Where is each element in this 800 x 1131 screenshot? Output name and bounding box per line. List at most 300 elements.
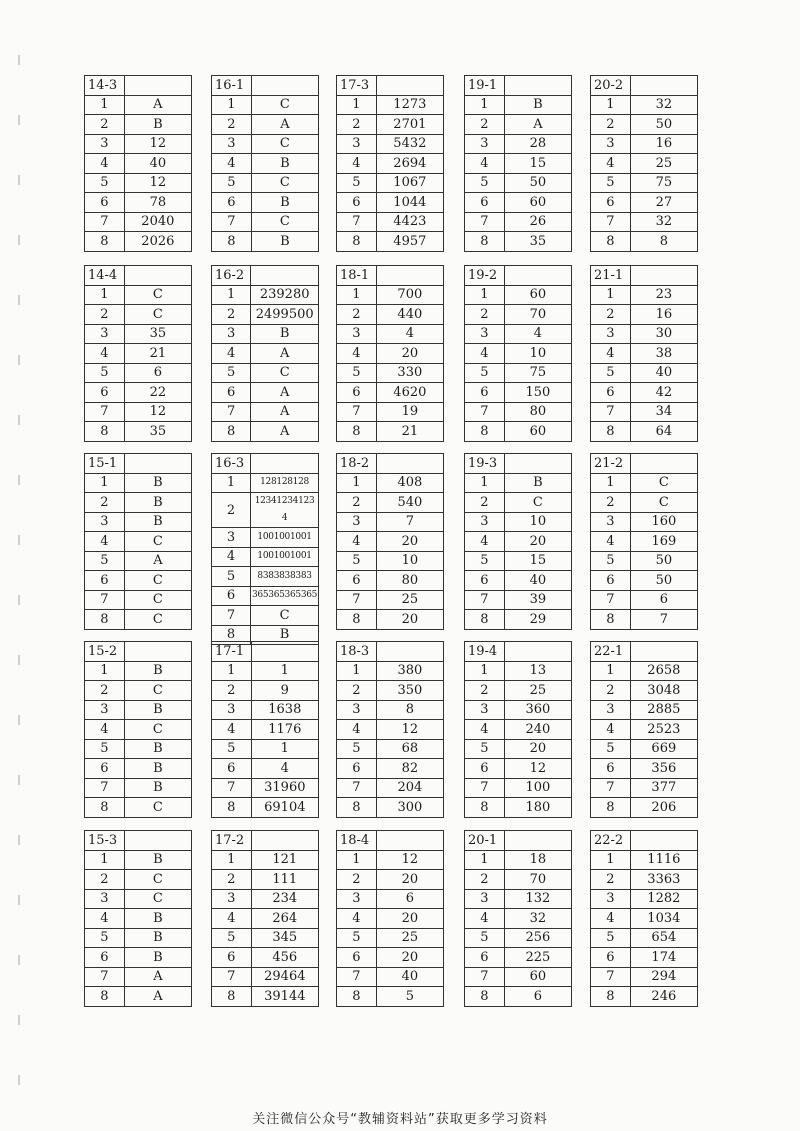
- table-row: [591, 473, 698, 493]
- table-row: [337, 344, 444, 364]
- answer-value: C: [124, 798, 191, 818]
- table-row: [337, 512, 444, 532]
- answer-value: 1116: [630, 850, 697, 870]
- question-number: 2: [337, 870, 377, 890]
- table-row: [465, 850, 572, 870]
- table-row: [212, 473, 319, 493]
- question-number: 6: [465, 383, 505, 403]
- answer-value: 350: [376, 681, 443, 701]
- question-number: 7: [465, 212, 505, 232]
- table-row: [85, 344, 192, 364]
- table-title: 16-3: [212, 454, 251, 474]
- table-row: [337, 870, 444, 890]
- margin-mark: [18, 235, 20, 245]
- margin-mark: [18, 835, 20, 845]
- table-row: [337, 532, 444, 552]
- table-row: [591, 532, 698, 552]
- answer-value: 12341234123 4: [251, 493, 319, 528]
- question-number: 3: [212, 134, 252, 154]
- question-number: 7: [85, 590, 125, 610]
- table-row: [465, 232, 572, 252]
- question-number: 4: [85, 344, 125, 364]
- table-row: [591, 850, 698, 870]
- table-title: 17-2: [212, 831, 252, 851]
- table-row: [212, 493, 319, 528]
- question-number: 1: [212, 661, 252, 681]
- table-row: [337, 212, 444, 232]
- margin-mark: [18, 775, 20, 785]
- question-number: 4: [337, 344, 377, 364]
- table-header-row: [591, 76, 698, 96]
- table-title: 19-2: [465, 266, 505, 286]
- table-header-row: [85, 454, 192, 474]
- table-header-row: [85, 76, 192, 96]
- question-number: 5: [465, 739, 505, 759]
- answer-value: 1034: [630, 909, 697, 929]
- answer-value: C: [124, 305, 191, 325]
- question-number: 4: [337, 720, 377, 740]
- table-row: [591, 212, 698, 232]
- question-number: 4: [212, 547, 251, 567]
- question-number: 6: [85, 383, 125, 403]
- answer-value: 32: [630, 212, 697, 232]
- answer-value: 12: [124, 173, 191, 193]
- question-number: 5: [85, 173, 125, 193]
- answer-value: 15: [504, 551, 571, 571]
- question-number: 8: [212, 625, 251, 645]
- question-number: 6: [85, 759, 125, 779]
- table-row: [465, 987, 572, 1007]
- margin-mark: [18, 1075, 20, 1085]
- answer-value: 6: [630, 590, 697, 610]
- answer-value: 23: [630, 285, 697, 305]
- table-row: [465, 344, 572, 364]
- table-title: 22-2: [591, 831, 631, 851]
- margin-mark: [18, 595, 20, 605]
- question-number: 6: [212, 586, 251, 606]
- answer-value: 16: [630, 305, 697, 325]
- answer-value: B: [124, 473, 191, 493]
- question-number: 8: [85, 987, 125, 1007]
- table-row: [465, 324, 572, 344]
- question-number: 1: [337, 95, 377, 115]
- table-row: [337, 134, 444, 154]
- question-number: 8: [337, 798, 377, 818]
- question-number: 5: [212, 567, 251, 587]
- answer-value: 225: [504, 948, 571, 968]
- answer-value: 20: [504, 739, 571, 759]
- answer-value: B: [251, 232, 318, 252]
- table-row: [465, 383, 572, 403]
- table-row: [212, 95, 319, 115]
- answer-table-15-2: [84, 641, 192, 818]
- table-row: [212, 606, 319, 626]
- answer-value: 40: [630, 363, 697, 383]
- question-number: 6: [465, 948, 505, 968]
- question-number: 4: [85, 532, 125, 552]
- question-number: 2: [337, 115, 377, 135]
- question-number: 8: [591, 798, 631, 818]
- table-title-blank: [630, 76, 697, 96]
- answer-value: 540: [376, 493, 443, 513]
- question-number: 7: [591, 402, 631, 422]
- answer-value: A: [124, 551, 191, 571]
- question-number: 3: [465, 324, 505, 344]
- answer-value: 60: [504, 193, 571, 213]
- table-header-row: [465, 454, 572, 474]
- answer-value: C: [124, 610, 191, 630]
- margin-mark: [18, 295, 20, 305]
- answer-value: 69104: [251, 798, 318, 818]
- table-row: [591, 95, 698, 115]
- table-row: [465, 928, 572, 948]
- table-row: [337, 759, 444, 779]
- table-row: [591, 661, 698, 681]
- question-number: 1: [85, 850, 125, 870]
- question-number: 3: [465, 700, 505, 720]
- answer-value: 7: [376, 512, 443, 532]
- question-number: 3: [591, 512, 631, 532]
- question-number: 6: [337, 571, 377, 591]
- table-row: [465, 212, 572, 232]
- answer-table-18-1: [336, 265, 444, 442]
- table-header-row: [465, 642, 572, 662]
- answer-value: 12: [504, 759, 571, 779]
- table-row: [85, 512, 192, 532]
- table-title-blank: [124, 454, 191, 474]
- answer-value: 21: [376, 422, 443, 442]
- table-title: 17-1: [212, 642, 252, 662]
- question-number: 5: [337, 928, 377, 948]
- question-number: 3: [212, 700, 252, 720]
- question-number: 2: [337, 493, 377, 513]
- table-row: [85, 661, 192, 681]
- table-row: [212, 586, 319, 606]
- question-number: 7: [337, 212, 377, 232]
- table-title-blank: [251, 266, 319, 286]
- answer-value: B: [124, 115, 191, 135]
- answer-value: 2701: [376, 115, 443, 135]
- footer-note: 关注微信公众号“教辅资料站”获取更多学习资料: [252, 1112, 548, 1127]
- answer-value: 34: [630, 402, 697, 422]
- table-title: 18-3: [337, 642, 377, 662]
- table-row: [212, 987, 319, 1007]
- question-number: 1: [337, 850, 377, 870]
- question-number: 7: [465, 590, 505, 610]
- answer-value: 1282: [630, 889, 697, 909]
- answer-value: C: [124, 571, 191, 591]
- answer-value: 111: [251, 870, 318, 890]
- table-row: [465, 681, 572, 701]
- answer-value: 10: [504, 344, 571, 364]
- answer-value: B: [504, 95, 571, 115]
- table-row: [85, 798, 192, 818]
- answer-value: 6: [504, 987, 571, 1007]
- table-row: [465, 173, 572, 193]
- table-row: [85, 134, 192, 154]
- table-title-blank: [124, 266, 191, 286]
- question-number: 4: [465, 909, 505, 929]
- question-number: 8: [591, 422, 631, 442]
- question-number: 4: [591, 720, 631, 740]
- question-number: 8: [337, 422, 377, 442]
- table-row: [85, 909, 192, 929]
- answer-value: 8: [376, 700, 443, 720]
- answer-table-17-2: [211, 830, 319, 1007]
- table-row: [465, 134, 572, 154]
- table-row: [337, 473, 444, 493]
- margin-mark: [18, 355, 20, 365]
- table-row: [212, 700, 319, 720]
- answer-table-19-4: [464, 641, 572, 818]
- answer-value: 29: [504, 610, 571, 630]
- question-number: 7: [337, 590, 377, 610]
- question-number: 5: [85, 739, 125, 759]
- answer-value: 20: [376, 344, 443, 364]
- answer-value: B: [504, 473, 571, 493]
- question-number: 1: [85, 661, 125, 681]
- answer-value: 380: [376, 661, 443, 681]
- question-number: 3: [337, 889, 377, 909]
- table-row: [591, 512, 698, 532]
- question-number: 1: [465, 850, 505, 870]
- question-number: 5: [337, 173, 377, 193]
- table-row: [212, 889, 319, 909]
- answer-value: 669: [630, 739, 697, 759]
- answer-value: 16: [630, 134, 697, 154]
- question-number: 5: [465, 173, 505, 193]
- table-row: [591, 571, 698, 591]
- question-number: 1: [212, 850, 252, 870]
- margin-mark: [18, 895, 20, 905]
- table-row: [85, 700, 192, 720]
- answer-value: C: [124, 870, 191, 890]
- table-row: [337, 700, 444, 720]
- table-row: [591, 422, 698, 442]
- question-number: 7: [337, 967, 377, 987]
- margin-mark: [18, 55, 20, 65]
- question-number: 5: [591, 551, 631, 571]
- answer-value: B: [251, 154, 318, 174]
- answer-value: 1176: [251, 720, 318, 740]
- table-row: [337, 681, 444, 701]
- margin-mark: [18, 1015, 20, 1025]
- answer-value: 150: [504, 383, 571, 403]
- table-header-row: [591, 454, 698, 474]
- table-row: [337, 363, 444, 383]
- table-row: [85, 363, 192, 383]
- table-row: [85, 720, 192, 740]
- answer-value: 31960: [251, 778, 318, 798]
- table-row: [465, 305, 572, 325]
- question-number: 7: [465, 967, 505, 987]
- answer-value: 6: [124, 363, 191, 383]
- answer-value: 50: [630, 571, 697, 591]
- answer-value: 18: [504, 850, 571, 870]
- question-number: 4: [212, 909, 252, 929]
- question-number: 7: [212, 778, 252, 798]
- table-row: [591, 402, 698, 422]
- table-row: [591, 344, 698, 364]
- table-title-blank: [504, 76, 571, 96]
- question-number: 1: [85, 95, 125, 115]
- question-number: 6: [337, 383, 377, 403]
- table-row: [212, 567, 319, 587]
- table-header-row: [212, 454, 319, 474]
- table-row: [212, 681, 319, 701]
- answer-table-16-1: [211, 75, 319, 252]
- answer-value: 408: [376, 473, 443, 493]
- question-number: 3: [337, 700, 377, 720]
- answer-value: 15: [504, 154, 571, 174]
- answer-value: 360: [504, 700, 571, 720]
- answer-value: 3363: [630, 870, 697, 890]
- table-row: [212, 232, 319, 252]
- question-number: 2: [85, 305, 125, 325]
- table-title: 21-2: [591, 454, 631, 474]
- question-number: 1: [465, 473, 505, 493]
- table-row: [212, 661, 319, 681]
- question-number: 6: [212, 759, 252, 779]
- answer-value: 240: [504, 720, 571, 740]
- question-number: 7: [85, 967, 125, 987]
- question-number: 8: [337, 610, 377, 630]
- question-number: 3: [591, 324, 631, 344]
- answer-value: 128128128: [251, 473, 319, 493]
- table-row: [465, 870, 572, 890]
- answer-value: C: [124, 285, 191, 305]
- answer-value: 25: [376, 590, 443, 610]
- question-number: 3: [85, 324, 125, 344]
- question-number: 4: [337, 909, 377, 929]
- question-number: 2: [212, 115, 252, 135]
- table-row: [465, 402, 572, 422]
- answer-value: 654: [630, 928, 697, 948]
- question-number: 1: [337, 661, 377, 681]
- question-number: 1: [591, 850, 631, 870]
- question-number: 4: [465, 720, 505, 740]
- table-row: [337, 383, 444, 403]
- question-number: 2: [591, 115, 631, 135]
- table-row: [85, 493, 192, 513]
- table-row: [85, 532, 192, 552]
- question-number: 1: [212, 473, 251, 493]
- table-row: [212, 134, 319, 154]
- table-title-blank: [251, 831, 318, 851]
- question-number: 1: [591, 285, 631, 305]
- question-number: 5: [337, 551, 377, 571]
- question-number: 7: [337, 402, 377, 422]
- question-number: 2: [85, 493, 125, 513]
- answer-value: 132: [504, 889, 571, 909]
- table-row: [465, 115, 572, 135]
- question-number: 6: [212, 193, 252, 213]
- answer-value: A: [124, 95, 191, 115]
- table-row: [212, 759, 319, 779]
- answer-value: 19: [376, 402, 443, 422]
- answer-value: 4620: [376, 383, 443, 403]
- table-row: [212, 870, 319, 890]
- question-number: 2: [212, 305, 251, 325]
- answer-value: 50: [504, 173, 571, 193]
- table-row: [85, 324, 192, 344]
- table-row: [337, 173, 444, 193]
- question-number: 4: [85, 720, 125, 740]
- answer-value: 1044: [376, 193, 443, 213]
- table-title-blank: [504, 642, 571, 662]
- answer-value: 32: [504, 909, 571, 929]
- table-row: [591, 115, 698, 135]
- answer-value: 60: [504, 967, 571, 987]
- table-row: [85, 551, 192, 571]
- question-number: 2: [591, 681, 631, 701]
- answer-value: 20: [376, 909, 443, 929]
- table-row: [85, 778, 192, 798]
- table-title: 21-1: [591, 266, 631, 286]
- question-number: 1: [591, 661, 631, 681]
- question-number: 4: [212, 154, 252, 174]
- question-number: 7: [212, 212, 252, 232]
- answer-value: 256: [504, 928, 571, 948]
- answer-value: 12: [376, 720, 443, 740]
- answer-value: 26: [504, 212, 571, 232]
- question-number: 4: [212, 720, 252, 740]
- answer-value: B: [124, 759, 191, 779]
- answer-table-14-4: [84, 265, 192, 442]
- table-row: [465, 590, 572, 610]
- answer-value: 4: [376, 324, 443, 344]
- answer-value: 28: [504, 134, 571, 154]
- question-number: 2: [465, 870, 505, 890]
- answer-table-20-1: [464, 830, 572, 1007]
- question-number: 4: [337, 154, 377, 174]
- question-number: 3: [591, 700, 631, 720]
- table-header-row: [85, 831, 192, 851]
- table-header-row: [85, 266, 192, 286]
- answer-value: 75: [630, 173, 697, 193]
- question-number: 6: [591, 383, 631, 403]
- table-row: [337, 324, 444, 344]
- question-number: 7: [591, 590, 631, 610]
- table-row: [85, 95, 192, 115]
- question-number: 8: [337, 987, 377, 1007]
- answer-value: 21: [124, 344, 191, 364]
- question-number: 2: [591, 493, 631, 513]
- question-number: 8: [85, 610, 125, 630]
- table-row: [212, 798, 319, 818]
- question-number: 5: [465, 363, 505, 383]
- table-row: [85, 681, 192, 701]
- question-number: 8: [212, 422, 251, 442]
- question-number: 3: [85, 134, 125, 154]
- table-title-blank: [630, 831, 697, 851]
- question-number: 3: [337, 512, 377, 532]
- table-row: [591, 967, 698, 987]
- question-number: 1: [85, 473, 125, 493]
- answer-value: 2026: [124, 232, 191, 252]
- answer-value: A: [124, 987, 191, 1007]
- table-row: [85, 422, 192, 442]
- table-row: [337, 778, 444, 798]
- question-number: 7: [212, 967, 252, 987]
- table-row: [212, 173, 319, 193]
- question-number: 3: [212, 528, 251, 548]
- question-number: 8: [465, 610, 505, 630]
- table-row: [465, 422, 572, 442]
- question-number: 6: [591, 759, 631, 779]
- question-number: 5: [337, 363, 377, 383]
- table-row: [212, 778, 319, 798]
